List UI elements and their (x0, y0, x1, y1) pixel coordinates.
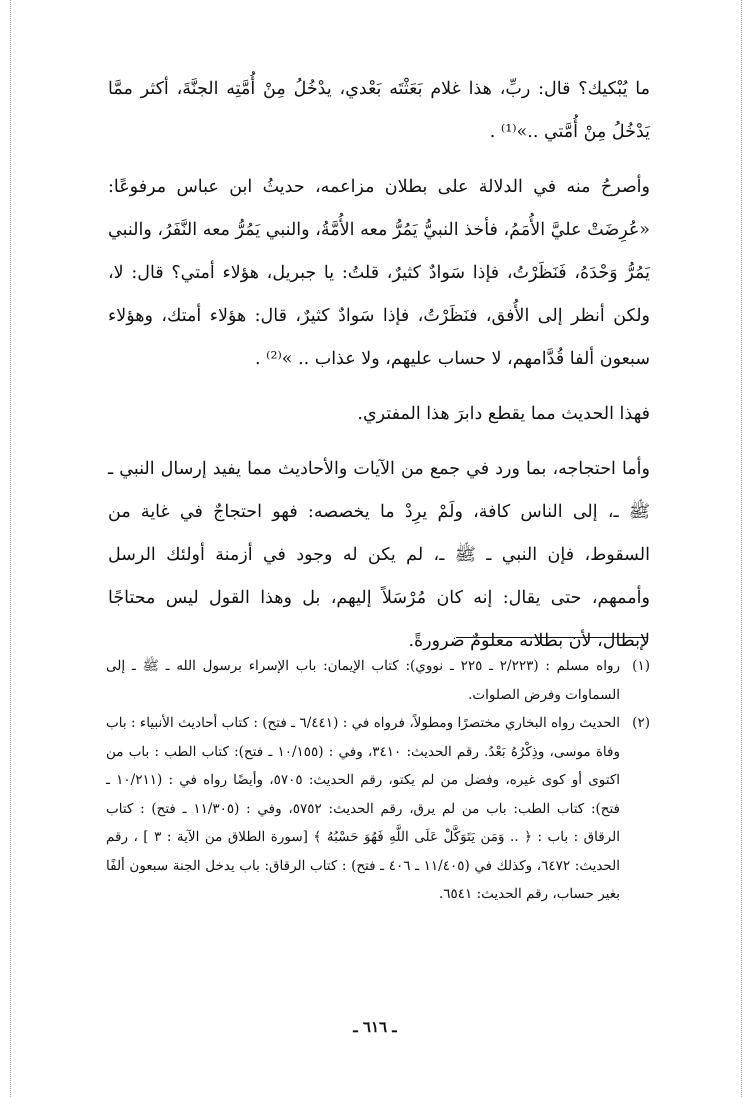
paragraph-conclusion: فهذا الحديث مما يقطع دابرَ هذا المفتري. (357, 404, 650, 424)
footnote-number: (٢) (632, 715, 650, 731)
main-text (108, 68, 650, 663)
paragraph-ibn-abbas-hadith: وأصرحُ منه في الدلالة على بطلان مزاعمه، حديثُ ابن عباس مرفوعًا: «عُرِضَتْ عليَّ الأُمَمُ، فأخذ النبيُّ يَمُرُّ معه الأُمَّةُ، والنبي يَمُرُّ معه النَّفَرُ، والنبي يَمُرُّ وَحْدَهُ، فَنَظَرْتُ، فإذا سَوادٌ كثيرٌ، قلتُ: يا جبريل، هؤلاء أمتي؟ قال: لا، ولكن أنظر إلى الأُفق، فنَظَرْتُ، فإذا سَوادٌ كثيرٌ، قال: هؤلاء أمتك، وهؤلاء سبعون ألفا قُدَّامهم، لا حساب عليهم، ولا عذاب .. »⁽²⁾ . (108, 177, 650, 369)
paragraph-continuation: ما يُبْكيك؟ قال: ربِّ، هذا غلام بَعَثْتَه بَعْدي، يدْخُلُ مِنْ أُمَّتِه الجنَّةَ، أكثر ممَّا يَدْخُلُ مِنْ أُمَّتي ..»⁽¹⁾ . (108, 79, 650, 142)
footnote-text: الحديث رواه البخاري مختصرًا ومطولاً، فرواه في : (٦/٤٤١ ـ فتح) : كتاب أحاديث الأنبياء : باب وفاة موسى، وذِكْرُهُ بَعْدُ. رقم الحديث: ٣٤١٠، وفي : (١٠/١٥٥ ـ فتح): كتاب الطب : باب من اكتوى أو كوى غيره، وفضل من لم يكتو، رقم الحديث: ٥٧٠٥، وأيضًا رواه في : (١٠/٢١١ ـ فتح): كتاب الطب: باب من لم يرق، رقم الحديث: ٥٧٥٢، وفي : (١١/٣٠٥ ـ فتح) : كتاب الرقاق : باب : ﴿ .. وَمَن يَتَوَكَّلْ عَلَى اللَّهِ فَهُوَ حَسْبُهُ ﴾ [سورة الطلاق من الآية : ٣ ] ، رقم الحديث: ٦٤٧٢، وكذلك في (١١/٤٠٥ ـ ٤٠٦ ـ فتح) : كتاب الرقاق: باب يدخل الجنة سبعون ألفًا بغير حساب، رقم الحديث: ٦٥٤١. (106, 715, 621, 902)
footnote-number: (١) (632, 658, 650, 674)
left-margin-dotted-line (10, 0, 11, 1097)
footnote-2 (106, 709, 650, 909)
page-number: ـ ٦١٦ ـ (353, 1018, 397, 1036)
footnotes (106, 652, 650, 909)
footnote-text: رواه مسلم : (٢/٢٢٣ ـ ٢٢٥ ـ نووي): كتاب الإيمان: باب الإسراء برسول الله ـ ﷺ ـ إلى السماوات وفرض الصلوات. (106, 658, 620, 703)
footnote-1 (106, 652, 650, 709)
footnote-separator (456, 637, 648, 638)
right-margin-dotted-line (741, 0, 742, 1097)
paragraph-refutation: وأما احتجاجه، بما ورد في جمع من الآيات والأحاديث مما يفيد إرسال النبي ـ ﷺ ـ، إلى الناس كافة، ولَمْ يرِدْ ما يخصصه: فهو احتجاجٌ في غاية من السقوط، فإن النبي ـ ﷺ ـ، لم يكن له وجود في أزمنة أولئك الرسل وأممهم، حتى يقال: إنه كان مُرْسَلاً إليهم، بل وهذا القول ليس محتاجًا لإبطال، لأن بطلانه معلومٌ ضرورةً. (108, 459, 650, 651)
